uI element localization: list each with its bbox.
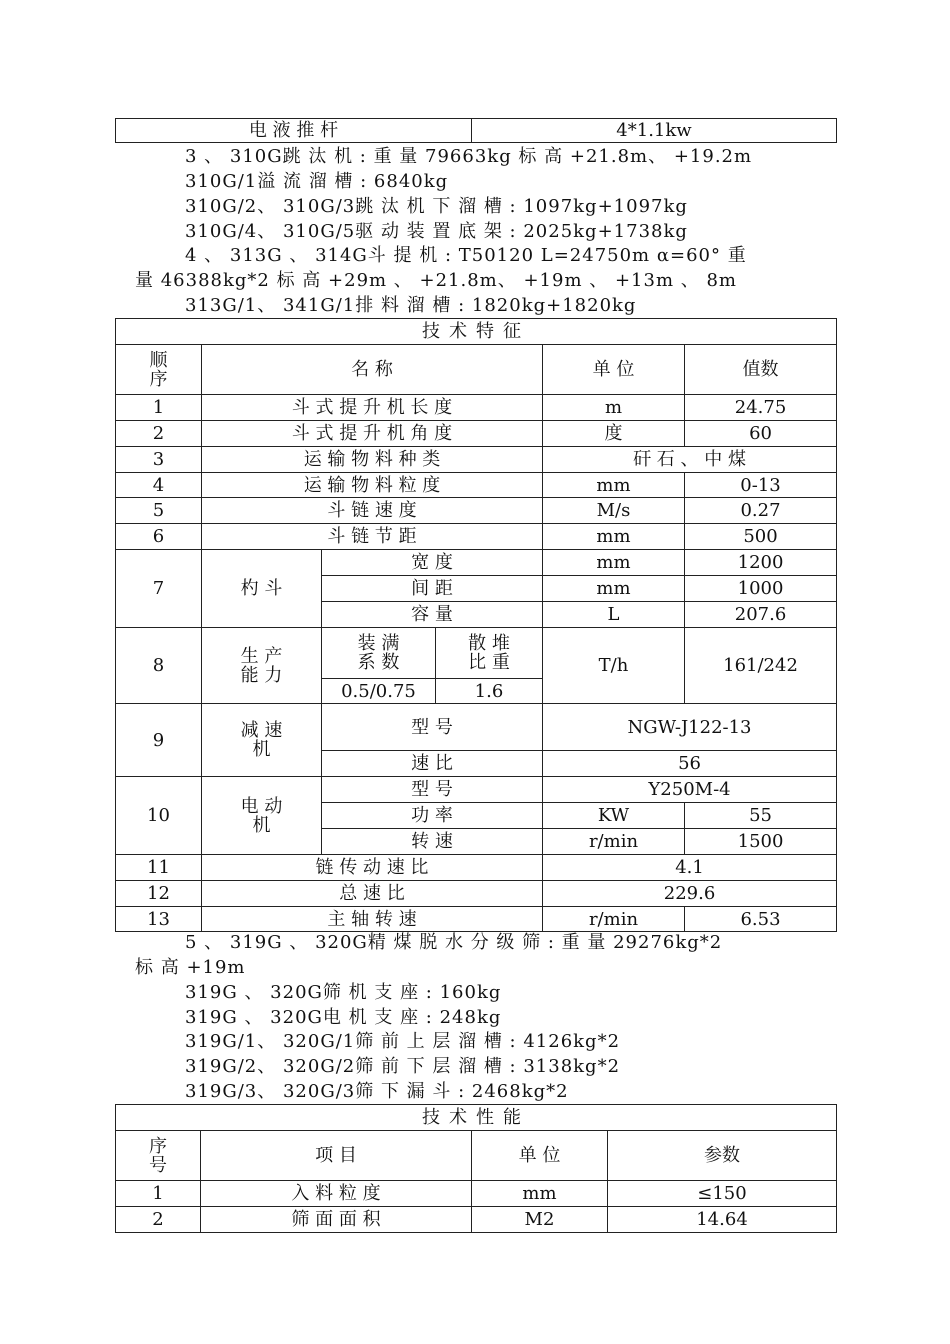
row-value: 60	[685, 421, 837, 447]
row-unit: 度	[543, 421, 685, 447]
table-row	[116, 628, 837, 679]
sub-name: 速 比	[322, 751, 543, 777]
row-unit: mm	[543, 550, 685, 576]
row-unit: m	[543, 395, 685, 421]
row-value: 0-13	[685, 473, 837, 498]
row-value: 55	[685, 803, 837, 829]
table-row	[116, 524, 837, 550]
top-table-label: 电 液 推 杆	[116, 119, 472, 143]
table-row	[116, 473, 837, 498]
table-row	[116, 1181, 837, 1207]
row-unit: mm	[543, 576, 685, 602]
row-no: 4	[116, 473, 202, 498]
sub-value-fill-factor: 0.5/0.75	[322, 679, 436, 704]
para-5-line-7: 319G/3、 320G/3筛 下 漏 斗 : 2468kg*2	[185, 1081, 569, 1102]
row-group: 杓 斗	[202, 550, 322, 628]
para-4-line-3: 313G/1、 341G/1排 料 溜 槽 : 1820kg+1820kg	[185, 295, 637, 316]
row-value: 1200	[685, 550, 837, 576]
row-name: 入 料 粒 度	[201, 1181, 472, 1207]
row-merged-value: 229.6	[543, 881, 837, 907]
table2-header-item: 项 目	[201, 1131, 472, 1181]
row-unit: KW	[543, 803, 685, 829]
table-row	[116, 1207, 837, 1233]
sub-name: 容 量	[322, 602, 543, 628]
tech-performance-table	[115, 1104, 837, 1233]
row-unit: mm	[543, 524, 685, 550]
row-no: 7	[116, 550, 202, 628]
table-row	[116, 704, 837, 751]
row-merged-value: 矸 石 、 中 煤	[543, 447, 837, 473]
para-5-line-5: 319G/1、 320G/1筛 前 上 层 溜 槽 : 4126kg*2	[185, 1031, 621, 1052]
sub-name: 宽 度	[322, 550, 543, 576]
row-value: 500	[685, 524, 837, 550]
sub-name: 间 距	[322, 576, 543, 602]
table-row	[116, 447, 837, 473]
table2-header-seq: 序 号	[116, 1131, 201, 1181]
row-group: 电 动 机	[202, 777, 322, 855]
para-3-line-1: 3 、 310G跳 汰 机 : 重 量 79663kg 标 高 +21.8m、 +19.2m	[185, 146, 753, 167]
sub-value-bulk-density: 1.6	[436, 679, 543, 704]
row-no: 12	[116, 881, 202, 907]
sub-label-bulk-density: 散 堆 比 重	[436, 628, 543, 679]
table1-header-value: 值数	[685, 345, 837, 395]
row-group: 减 速 机	[202, 704, 322, 777]
table2-header-unit: 单 位	[472, 1131, 608, 1181]
row-no: 2	[116, 421, 202, 447]
para-5-line-3: 319G 、 320G筛 机 支 座 : 160kg	[185, 982, 502, 1003]
row-name: 筛 面 面 积	[201, 1207, 472, 1233]
row-value: 6.53	[685, 907, 837, 932]
table-row	[116, 907, 837, 932]
table1-header-seq: 顺 序	[116, 345, 202, 395]
para-5-line-1: 5 、 319G 、 320G精 煤 脱 水 分 级 筛 : 重 量 29276kg*2	[185, 932, 723, 953]
row-unit: M/s	[543, 498, 685, 524]
row-no: 1	[116, 395, 202, 421]
row-no: 1	[116, 1181, 201, 1207]
row-value: 161/242	[685, 628, 837, 704]
row-name: 斗 式 提 升 机 角 度	[202, 421, 543, 447]
table1-header-unit: 单 位	[543, 345, 685, 395]
para-4-line-2: 量 46388kg*2 标 高 +29m 、 +21.8m、 +19m 、 +13m 、 8m	[135, 270, 737, 291]
para-3-line-2: 310G/1溢 流 溜 槽 : 6840kg	[185, 171, 449, 192]
table-row	[116, 855, 837, 881]
row-unit: mm	[543, 473, 685, 498]
top-table-value: 4*1.1kw	[472, 119, 837, 143]
table1-header-name: 名 称	[202, 345, 543, 395]
row-unit: L	[543, 602, 685, 628]
table-row	[116, 550, 837, 576]
row-name: 斗 链 节 距	[202, 524, 543, 550]
row-unit: M2	[472, 1207, 608, 1233]
row-value: 24.75	[685, 395, 837, 421]
table2-title: 技术性能	[116, 1105, 837, 1131]
para-5-line-2: 标 高 +19m	[135, 957, 246, 978]
row-name: 斗 式 提 升 机 长 度	[202, 395, 543, 421]
table2-header-value: 参数	[608, 1131, 837, 1181]
para-3-line-3: 310G/2、 310G/3跳 汰 机 下 溜 槽 : 1097kg+1097kg	[185, 196, 688, 217]
row-merged-value: NGW-J122-13	[543, 704, 837, 751]
row-merged-value: 4.1	[543, 855, 837, 881]
row-no: 13	[116, 907, 202, 932]
table-row	[116, 498, 837, 524]
row-no: 9	[116, 704, 202, 777]
row-value: 1000	[685, 576, 837, 602]
top-table	[115, 118, 837, 143]
table-row	[116, 777, 837, 803]
row-no: 2	[116, 1207, 201, 1233]
row-name: 总 速 比	[202, 881, 543, 907]
row-merged-value: Y250M-4	[543, 777, 837, 803]
sub-name: 功 率	[322, 803, 543, 829]
row-name: 运 输 物 料 粒 度	[202, 473, 543, 498]
row-no: 5	[116, 498, 202, 524]
row-value: 14.64	[608, 1207, 837, 1233]
sub-name: 型 号	[322, 777, 543, 803]
row-name: 运 输 物 料 种 类	[202, 447, 543, 473]
row-group: 生 产 能 力	[202, 628, 322, 704]
row-name: 主 轴 转 速	[202, 907, 543, 932]
para-5-line-6: 319G/2、 320G/2筛 前 下 层 溜 槽 : 3138kg*2	[185, 1056, 621, 1077]
row-unit: r/min	[543, 907, 685, 932]
row-value: ≤150	[608, 1181, 837, 1207]
row-no: 11	[116, 855, 202, 881]
table-row	[116, 421, 837, 447]
row-merged-value: 56	[543, 751, 837, 777]
row-no: 10	[116, 777, 202, 855]
row-name: 斗 链 速 度	[202, 498, 543, 524]
row-name: 链 传 动 速 比	[202, 855, 543, 881]
row-value: 207.6	[685, 602, 837, 628]
sub-name: 型 号	[322, 704, 543, 751]
para-3-line-4: 310G/4、 310G/5驱 动 装 置 底 架 : 2025kg+1738kg	[185, 221, 688, 242]
table-row	[116, 395, 837, 421]
row-value: 1500	[685, 829, 837, 855]
table1-title: 技术特征	[116, 319, 837, 345]
row-unit: mm	[472, 1181, 608, 1207]
row-no: 8	[116, 628, 202, 704]
row-unit: T/h	[543, 628, 685, 704]
para-5-line-4: 319G 、 320G电 机 支 座 : 248kg	[185, 1007, 502, 1028]
row-no: 3	[116, 447, 202, 473]
table-row	[116, 881, 837, 907]
sub-label-fill-factor: 装 满 系 数	[322, 628, 436, 679]
row-value: 0.27	[685, 498, 837, 524]
row-unit: r/min	[543, 829, 685, 855]
sub-name: 转 速	[322, 829, 543, 855]
tech-features-table	[115, 318, 837, 932]
para-4-line-1: 4 、 313G 、 314G斗 提 机 : T50120 L=24750m α=60° 重	[185, 245, 747, 266]
row-no: 6	[116, 524, 202, 550]
